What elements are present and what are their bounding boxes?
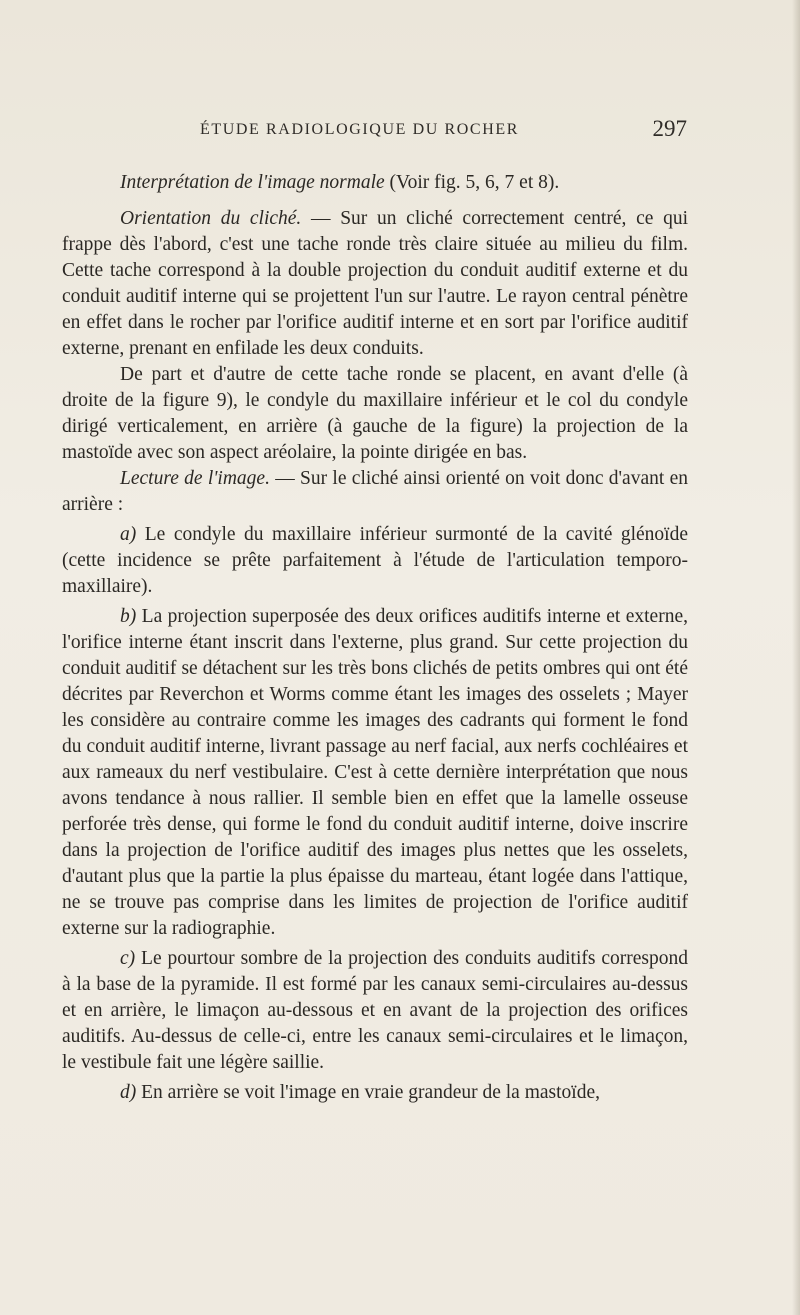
list-item-b [62, 604, 688, 942]
orientation-paragraph [62, 206, 688, 362]
list-marker-d: d) [120, 1082, 137, 1103]
list-text-c: Le pourtour sombre de la projection des conduits auditifs correspond à la base de la pyramide. Il est formé par les canaux semi-circulaires au-dessus et en arrière, le limaçon au-dessous et en avant de la projection des orifices auditifs. Au-dessus de celle-ci, entre les canaux semi-circulaires et le limaçon, le vestibule fait une légère saillie. [62, 948, 688, 1073]
list-item-c [62, 946, 688, 1076]
list-marker-c: c) [120, 948, 136, 969]
orientation-text: — Sur un cliché correctement centré, ce qui frappe dès l'abord, c'est une tache ronde très claire située au milieu du film. Cette tache correspond à la double projection du conduit auditif externe et du conduit auditif interne qui se projettent l'un sur l'autre. Le rayon central pénètre en effet dans le rocher par l'orifice auditif interne et en sort par l'orifice auditif externe, prenant en enfilade les deux conduits. [62, 208, 688, 359]
list-item-d [62, 1080, 688, 1106]
lecture-paragraph [62, 466, 688, 518]
lecture-label: Lecture de l'image. [120, 468, 270, 489]
running-title: ÉTUDE RADIOLOGIQUE DU ROCHER [200, 121, 519, 138]
interpretation-heading-line [62, 170, 688, 196]
list-text-a: Le condyle du maxillaire inférieur surmonté de la cavité glénoïde (cette incidence se prête parfaitement à l'étude de l'articulation temporo-maxillaire). [62, 524, 688, 597]
page-edge-shadow [792, 0, 800, 1315]
list-text-d: En arrière se voit l'image en vraie grandeur de la mastoïde, [136, 1082, 600, 1103]
figure-reference: (Voir fig. 5, 6, 7 et 8). [389, 172, 560, 193]
list-marker-b: b) [120, 606, 137, 627]
list-item-a [62, 522, 688, 600]
page-number: 297 [652, 116, 687, 141]
orientation-label: Orientation du cliché. [120, 208, 302, 229]
body-text [62, 170, 688, 1106]
interpretation-heading: Interprétation de l'image normale [120, 172, 385, 193]
list-marker-a: a) [120, 524, 137, 545]
running-header [200, 118, 687, 142]
lecture-text: — Sur le cliché ainsi orienté on voit donc d'avant en arrière : [62, 468, 688, 515]
de-part-paragraph: De part et d'autre de cette tache ronde se placent, en avant d'elle (à droite de la figure 9), le condyle du maxillaire inférieur et le col du condyle dirigé verticalement, en arrière (à gauche de la figure) la projection de la mastoïde avec son aspect aréolaire, la pointe dirigée en bas. [62, 364, 688, 463]
list-text-b: La projection superposée des deux orifices auditifs interne et externe, l'orifice interne étant inscrit dans l'externe, plus grand. Sur cette projection du conduit auditif se détachent sur les très bons clichés de petits ombres qui ont été décrites par Reverchon et Worms comme étant les images des osselets ; Mayer les considère au contraire comme les images des cadrants qui forment le fond du conduit auditif interne, livrant passage au nerf facial, aux nerfs cochléaires et aux rameaux du nerf vestibulaire. C'est à cette dernière interprétation que nous avons tendance à nous rallier. Il semble bien en effet que la lamelle osseuse perforée très dense, qui forme le fond du conduit auditif interne, doive inscrire dans la projection de l'orifice auditif des images plus nettes que les osselets, d'autant plus que la partie la plus épaisse du marteau, étant logée dans l'attique, ne se trouve pas comprise dans les limites de projection de l'orifice auditif externe sur la radiographie. [62, 606, 688, 939]
